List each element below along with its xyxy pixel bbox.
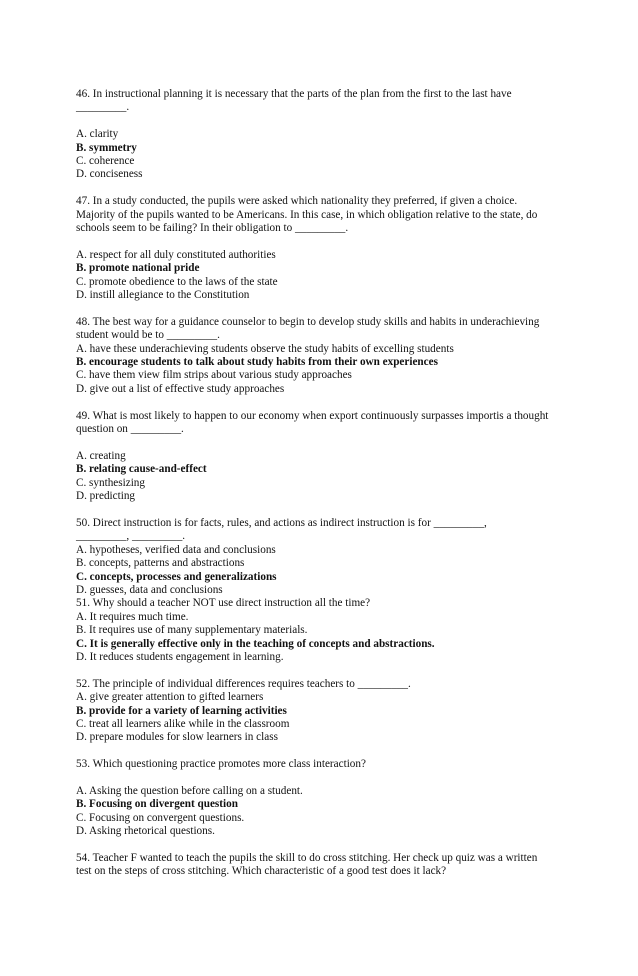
answer-option: A. give greater attention to gifted learners (76, 691, 264, 704)
answer-options (76, 544, 556, 598)
question-q46 (76, 88, 556, 182)
spacer (76, 436, 556, 449)
question-text-line: test on the steps of cross stitching. Which characteristic of a good test does it lack? (76, 865, 447, 878)
question-stem (76, 316, 556, 343)
question-text-line: _________, _________. (76, 530, 186, 543)
answer-option: A. It requires much time. (76, 610, 189, 623)
answer-option-correct: B. symmetry (76, 141, 137, 154)
question-q54 (76, 852, 556, 879)
answer-option-correct: B. encourage students to talk about study habits from their own experiences (76, 356, 438, 369)
question-text-line: 49. What is most likely to happen to our economy when export continuously surpasses importis a thought (76, 409, 549, 422)
question-stem (76, 852, 556, 879)
answer-option: A. creating (76, 449, 126, 462)
question-q52 (76, 678, 556, 745)
answer-option-correct: B. promote national pride (76, 262, 200, 275)
answer-options (76, 785, 556, 839)
answer-option: B. concepts, patterns and abstractions (76, 557, 245, 570)
answer-option: A. clarity (76, 128, 119, 141)
answer-option: C. treat all learners alike while in the classroom (76, 717, 290, 730)
answer-option: D. instill allegiance to the Constitution (76, 289, 250, 302)
answer-option: C. synthesizing (76, 476, 145, 489)
question-text-line: 48. The best way for a guidance counselor to begin to develop study skills and habits in underachieving (76, 315, 540, 328)
question-stem (76, 758, 556, 771)
answer-option: D. Asking rhetorical questions. (76, 825, 215, 838)
question-q53 (76, 758, 556, 838)
answer-option-correct: B. relating cause-and-effect (76, 463, 207, 476)
question-stem (76, 597, 556, 610)
answer-options (76, 450, 556, 504)
question-q49 (76, 410, 556, 504)
answer-option-correct: C. concepts, processes and generalizations (76, 570, 277, 583)
question-text-line: 50. Direct instruction is for facts, rules, and actions as indirect instruction is for _________, (76, 516, 487, 529)
question-text-line: 54. Teacher F wanted to teach the pupils the skill to do cross stitching. Her check up quiz was a written (76, 851, 538, 864)
spacer (76, 772, 556, 785)
question-text-line: 51. Why should a teacher NOT use direct instruction all the time? (76, 597, 371, 610)
answer-option: A. respect for all duly constituted authorities (76, 248, 276, 261)
answer-option: D. conciseness (76, 168, 143, 181)
answer-option: D. It reduces students engagement in learning. (76, 650, 284, 663)
answer-option: D. guesses, data and conclusions (76, 583, 223, 596)
spacer (76, 235, 556, 248)
answer-option-correct: B. Focusing on divergent question (76, 798, 238, 811)
answer-options (76, 343, 556, 397)
question-text-line: schools seem to be failing? In their obligation to _________. (76, 222, 349, 235)
answer-option: C. Focusing on convergent questions. (76, 811, 245, 824)
question-q47 (76, 195, 556, 302)
answer-option: D. predicting (76, 490, 136, 503)
answer-option: A. Asking the question before calling on a student. (76, 784, 303, 797)
answer-option: C. have them view film strips about various study approaches (76, 369, 352, 382)
question-stem (76, 678, 556, 691)
answer-option: D. give out a list of effective study approaches (76, 382, 285, 395)
question-q51 (76, 597, 556, 664)
answer-options (76, 249, 556, 303)
answer-options (76, 611, 556, 665)
question-text-line: Majority of the pupils wanted to be Americans. In this case, in which obligation relative to the state, do (76, 208, 538, 221)
question-text-line: 47. In a study conducted, the pupils were asked which nationality they preferred, if given a choice. (76, 195, 518, 208)
answer-option: A. hypotheses, verified data and conclusions (76, 543, 276, 556)
answer-option: C. coherence (76, 155, 135, 168)
answer-option-correct: C. It is generally effective only in the teaching of concepts and abstractions. (76, 637, 435, 650)
question-stem (76, 517, 556, 544)
question-text-line: 46. In instructional planning it is necessary that the parts of the plan from the first to the last have (76, 88, 512, 100)
answer-option: A. have these underachieving students observe the study habits of excelling students (76, 342, 454, 355)
answer-option: D. prepare modules for slow learners in class (76, 731, 278, 744)
answer-option: B. It requires use of many supplementary materials. (76, 624, 308, 637)
answer-option: C. promote obedience to the laws of the state (76, 275, 278, 288)
question-stem (76, 195, 556, 235)
question-stem (76, 410, 556, 437)
question-text-line: 53. Which questioning practice promotes more class interaction? (76, 758, 366, 771)
question-q48 (76, 316, 556, 396)
answer-options (76, 128, 556, 182)
answer-option-correct: B. provide for a variety of learning activities (76, 704, 287, 717)
question-q50 (76, 517, 556, 597)
question-text-line: _________. (76, 101, 130, 114)
document-page (76, 88, 556, 892)
spacer (76, 115, 556, 128)
question-text-line: question on _________. (76, 423, 184, 436)
question-text-line: 52. The principle of individual differences requires teachers to _________. (76, 677, 411, 690)
question-stem (76, 88, 556, 115)
answer-options (76, 691, 556, 745)
question-text-line: student would be to _________. (76, 329, 220, 342)
